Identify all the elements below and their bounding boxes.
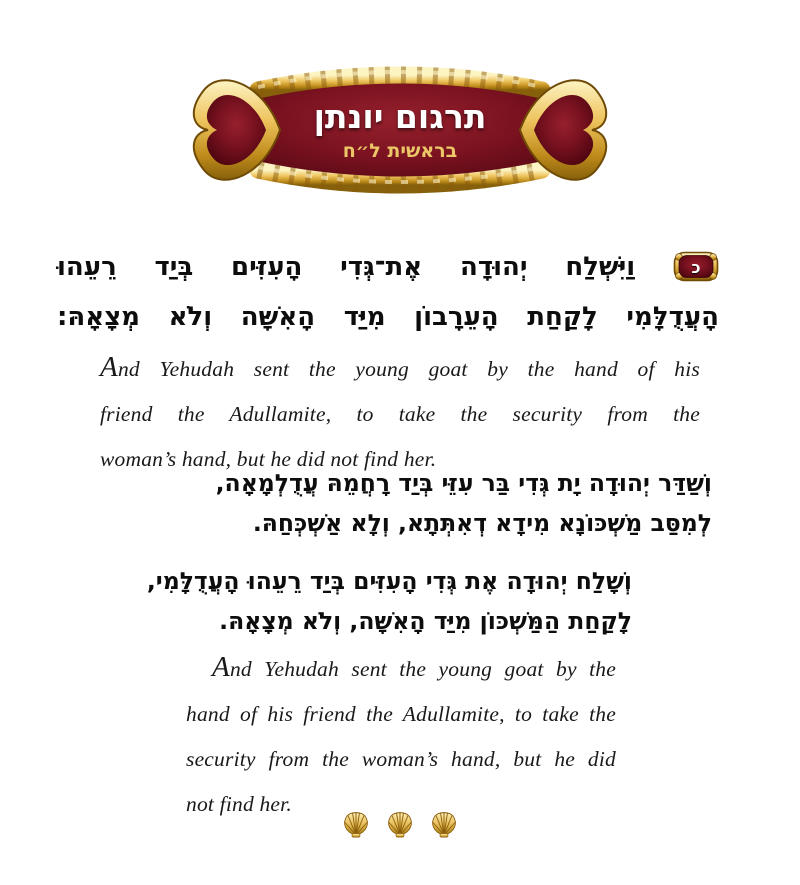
targum-line: לְמִסַּב מַשְׁכּוֹנָא מִידָא דְאִתְּתָא, וְלָא אַשְׁכְּחַהּ.	[252, 509, 712, 537]
translation-line: hand of his friend the Adullamite, to take the	[186, 702, 616, 726]
english-translation-bottom	[186, 645, 616, 827]
targum-line: לָקַחַת הַמַּשְׁכּוֹן מִיַּד הָאִשָּׁה, וְלֹא מְצָאָהּ.	[219, 607, 632, 635]
english-translation-top	[100, 345, 700, 482]
shell-icon	[341, 811, 371, 838]
translation-line: And Yehudah sent the young goat by the	[212, 651, 616, 683]
title-banner	[184, 56, 616, 204]
verse-text-line-1: וַיִּשְׁלַח יְהוּדָה אֶת־גְּדִי הָעִזִּים בְּיַד רֵעֵהוּ	[57, 252, 636, 282]
targum-line: וְשַׁדַּר יְהוּדָה יָת גְּדִי בַּר עִזֵּי בְּיַד רָחֲמֵהּ עֲדֻלְמָאָה,	[215, 469, 712, 497]
banner-title: תרגום יונתן	[313, 96, 487, 136]
translation-line: security from the woman’s hand, but he did	[186, 747, 616, 771]
verse-number-letter: כ	[691, 257, 701, 277]
banner-subtitle: בראשית ל״ח	[342, 139, 458, 162]
shell-icon	[385, 811, 415, 838]
verse-line	[57, 292, 719, 342]
translation-line: And Yehudah sent the young goat by the hand of his	[100, 351, 700, 383]
verse-line	[57, 242, 719, 292]
verse-number-badge	[673, 251, 719, 282]
translation-line: woman’s hand, but he did not find her.	[100, 447, 437, 471]
shell-icon	[429, 811, 459, 838]
footer-ornament	[0, 811, 800, 838]
verse-text-line-2: הָעֲדֻלָּמִי לָקַחַת הָעֵרָבוֹן מִיַּד הָאִשָּׁה וְלֹא מְצָאָהּ:	[57, 302, 719, 332]
targum-aramaic-text	[72, 463, 712, 543]
translation-line: not find her.	[186, 792, 292, 816]
translation-line: friend the Adullamite, to take the security from the	[100, 402, 700, 426]
targum-hebrew-text	[72, 561, 632, 641]
banner-text	[184, 56, 616, 204]
torah-verse	[57, 242, 719, 342]
targum-line: וְשָׁלַח יְהוּדָה אֶת גְּדִי הָעִזִּים בְּיַד רֵעֵהוּ הָעֲדֻלָּמִי,	[146, 567, 632, 595]
